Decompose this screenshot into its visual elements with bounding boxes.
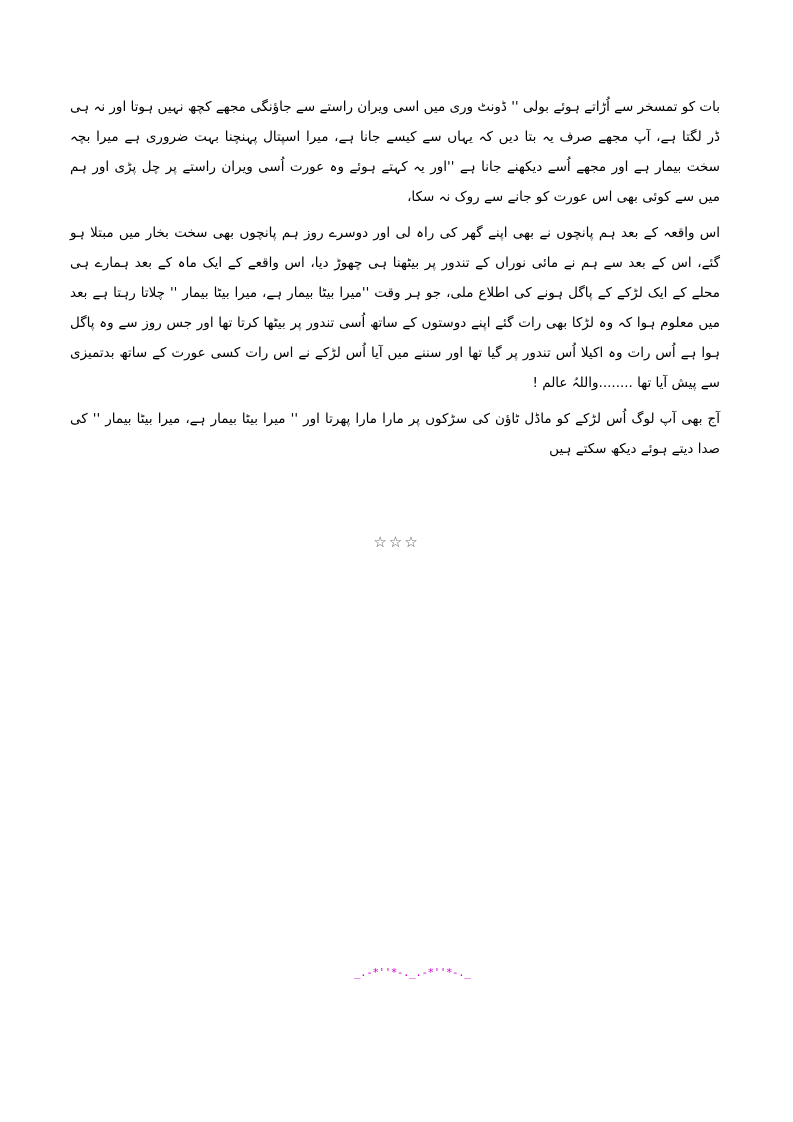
story-paragraph-1: بات کو تمسخر سے اُڑاتے ہوئے بولی '' ڈونٹ وری میں اسی ویران راستے سے جاؤنگی مجھے کچھ نہیں ہوتا اور نہ ہی ڈر لگتا ہے، آپ مجھے صرف یہ بتا دیں کہ یہاں سے کیسے جانا ہے، میرا اسپتال پہنچنا بہت ضروری ہے میرا بچہ سخت بیمار ہے اور مجھے اُسے دیکھنے جانا ہے ''اور یہ کہتے ہوئے وہ عورت اُسی ویران راستے پر چل پڑی اور ہم میں سے کوئی بھی اس عورت کو جانے سے روک نہ سکا،: [70, 99, 720, 205]
story-text: [70, 92, 720, 464]
footer-ornament: _.-*''*-._.-*''*-._: [354, 966, 471, 979]
section-separator: ☆☆☆: [373, 533, 420, 551]
story-paragraph-2: اس واقعہ کے بعد ہم پانچوں نے بھی اپنے گھر کی راہ لی اور دوسرے روز ہم پانچوں بھی سخت بخار میں مبتلا ہو گئے، اس کے بعد سے ہم نے مائی نوراں کے تندور پر بیٹھنا ہی چھوڑ دیا، اس واقعے کے ایک ماہ کے بعد ہمارے ہی محلے کے ایک لڑکے کے پاگل ہونے کی اطلاع ملی، جو ہر وقت ''میرا بیٹا بیمار ہے، میرا بیٹا بیمار '' چلاتا رہتا ہے بعد میں معلوم ہوا کہ وہ لڑکا بھی رات گئے اپنے دوستوں کے ساتھ اُسی تندور پر بیٹھا کرتا تھا اور جس روز سے وہ پاگل ہوا ہے اُس رات وہ اکیلا اُس تندور پر گیا تھا اور سننے میں آیا اُس لڑکے نے اس رات کسی عورت کے ساتھ بدتمیزی سے پیش آیا تھا ........واللہُ عالم !: [70, 225, 720, 391]
story-paragraph-3: آج بھی آپ لوگ اُس لڑکے کو ماڈل ٹاؤن کی سڑکوں پر مارا مارا پھرتا اور '' میرا بیٹا بیمار ہے، میرا بیٹا بیمار '' کی صدا دیتے ہوئے دیکھ سکتے ہیں: [70, 411, 720, 457]
